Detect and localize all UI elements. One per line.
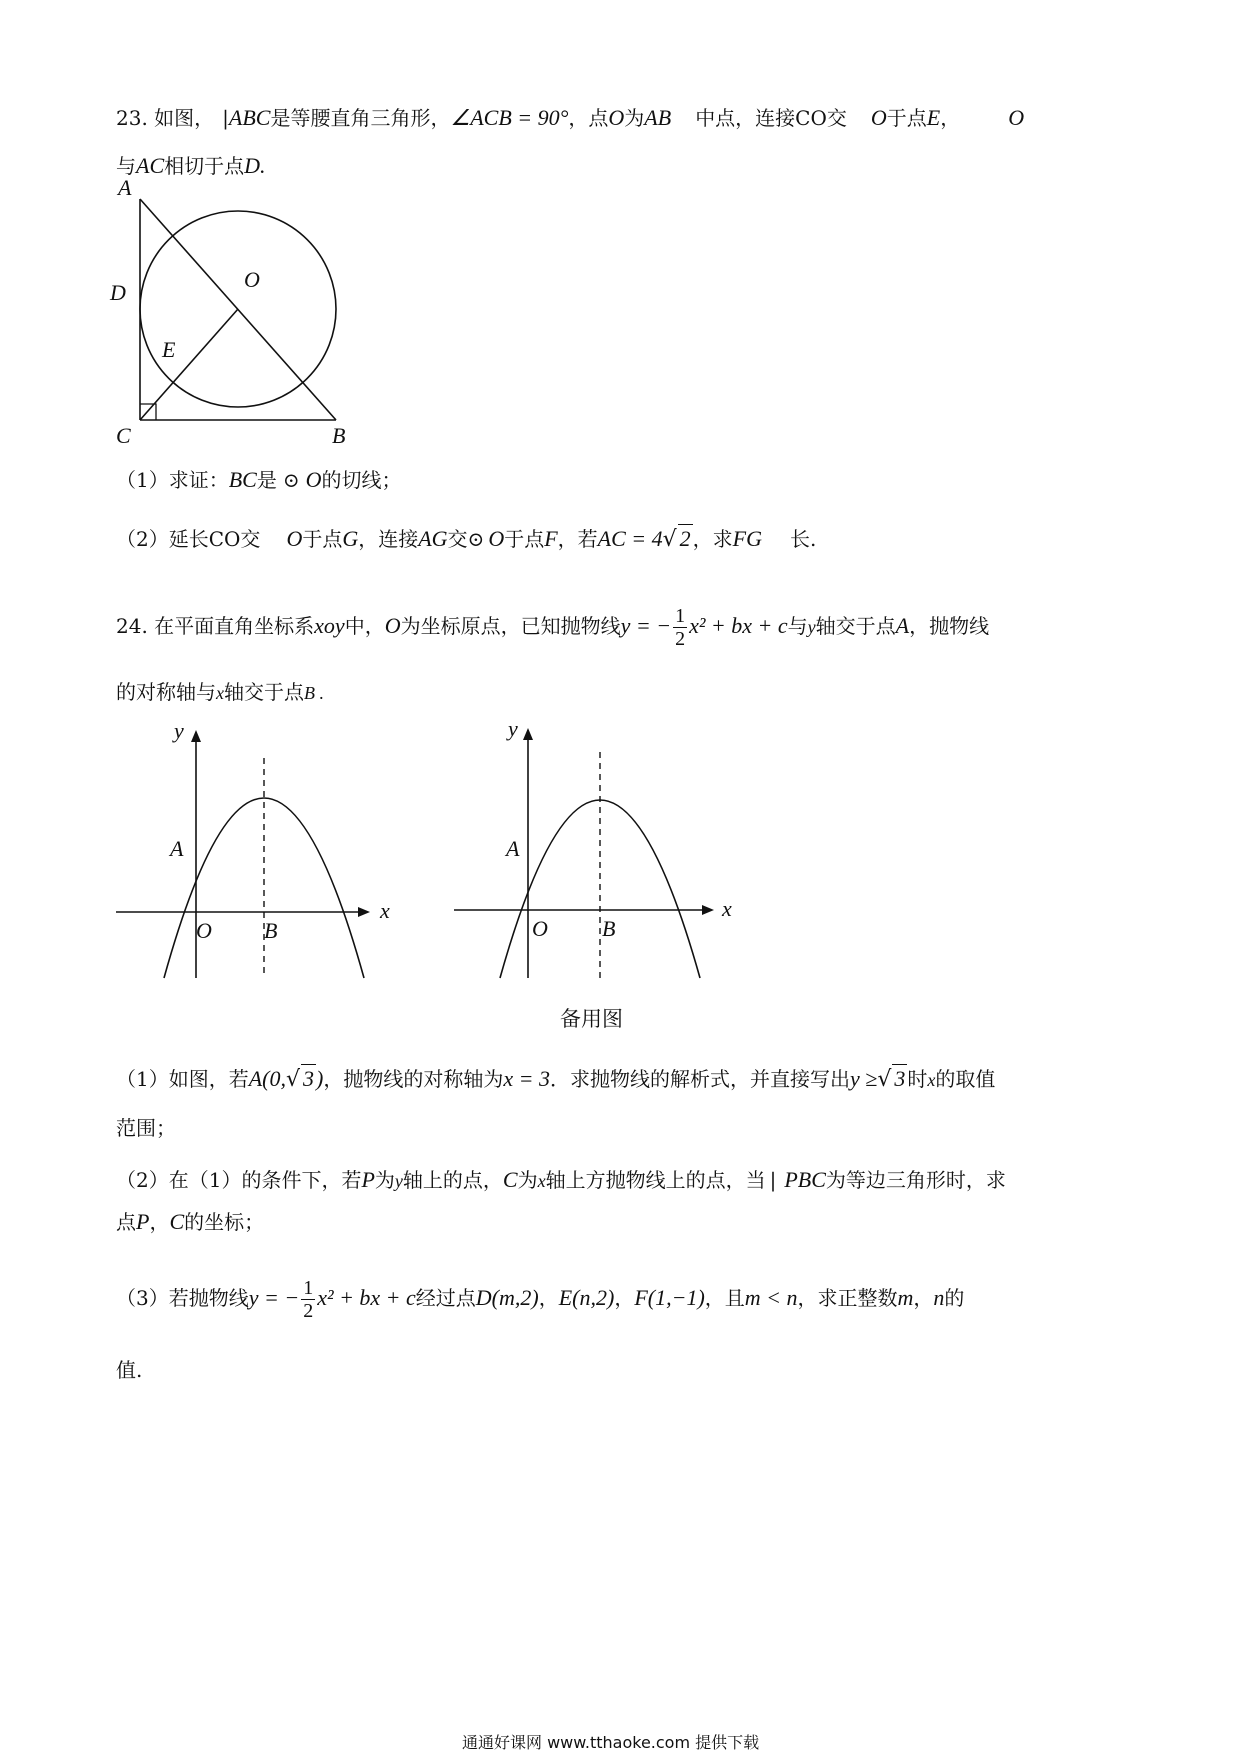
q23-number: 23. 如图， — [116, 106, 215, 130]
label-y: y — [174, 718, 184, 743]
page-footer[interactable]: 通通好课网 www.tthaoke.com 提供下载 — [462, 1733, 760, 1752]
label-e: E — [162, 337, 176, 362]
q24-figure-spare — [450, 716, 750, 982]
x-axis-arrow — [702, 905, 714, 915]
label-y: y — [508, 716, 518, 741]
q23-part2: （2）延长CO交 O于点G，连接AG交⊙ O于点F，若AC = 4√ 2 ，求FG 长. — [116, 526, 817, 552]
label-d: D — [110, 280, 126, 305]
q24-sub3-line2: 值. — [116, 1358, 143, 1382]
q24-figure-main — [112, 718, 412, 988]
q23-line2: 与AC相切于点D. — [116, 153, 266, 178]
q24-sub1-line2: 范围； — [116, 1116, 176, 1140]
label-o: O — [532, 916, 548, 941]
fraction: $\frac{1}{2}$ — [303, 1277, 314, 1322]
y-axis-arrow — [191, 730, 201, 742]
q24-line1: 24. 在平面直角坐标系xoy中，O为坐标原点，已知抛物线y = − $\frac{1}{2}$ x² + bx + c与y轴交于点A，抛物线 — [116, 605, 990, 650]
label-b: B — [264, 918, 278, 943]
q24-sub3-line1: （3）若抛物线y = − $\frac{1}{2}$ x² + bx + c经过点D(m,2)，E(n,2)，F(1,−1)，且m < n，求正整数m，n的 — [116, 1277, 965, 1322]
x-axis-arrow — [358, 907, 370, 917]
q24-sub2-line1: （2）在（1）的条件下，若P为y轴上的点，C为x轴上方抛物线上的点，当 | PBC为等边三角形时，求 — [116, 1167, 1006, 1192]
y-axis-arrow — [523, 728, 533, 740]
label-b: B — [602, 916, 616, 941]
label-o: O — [244, 267, 260, 292]
q23-part1: （1）求证：BC是 ⊙ O的切线； — [116, 467, 402, 492]
q23-line1: 23. 如图， |ABC是等腰直角三角形，∠ACB = 90°，点O为AB 中点，连接CO交 O于点E， O — [116, 105, 1025, 130]
label-a: A — [506, 836, 520, 861]
label-o: O — [196, 918, 212, 943]
label-x: x — [380, 898, 390, 923]
q24-line2: 的对称轴与x轴交于点B . — [116, 680, 324, 704]
label-c: C — [116, 423, 131, 448]
label-a: A — [170, 836, 184, 861]
label-b: B — [332, 423, 346, 448]
label-x: x — [722, 896, 732, 921]
q23-figure — [110, 175, 470, 448]
label-a: A — [118, 175, 132, 200]
figure-caption: 备用图 — [560, 1007, 623, 1031]
q24-sub2-line2: 点P，C的坐标； — [116, 1209, 265, 1234]
q24-sub1-line1: （1）如图，若A(0,√ 3)，抛物线的对称轴为x = 3．求抛物线的解析式，并直接写出y ≥√ 3 时x的取值 — [116, 1066, 996, 1092]
fraction: $\frac{1}{2}$ — [675, 605, 686, 650]
